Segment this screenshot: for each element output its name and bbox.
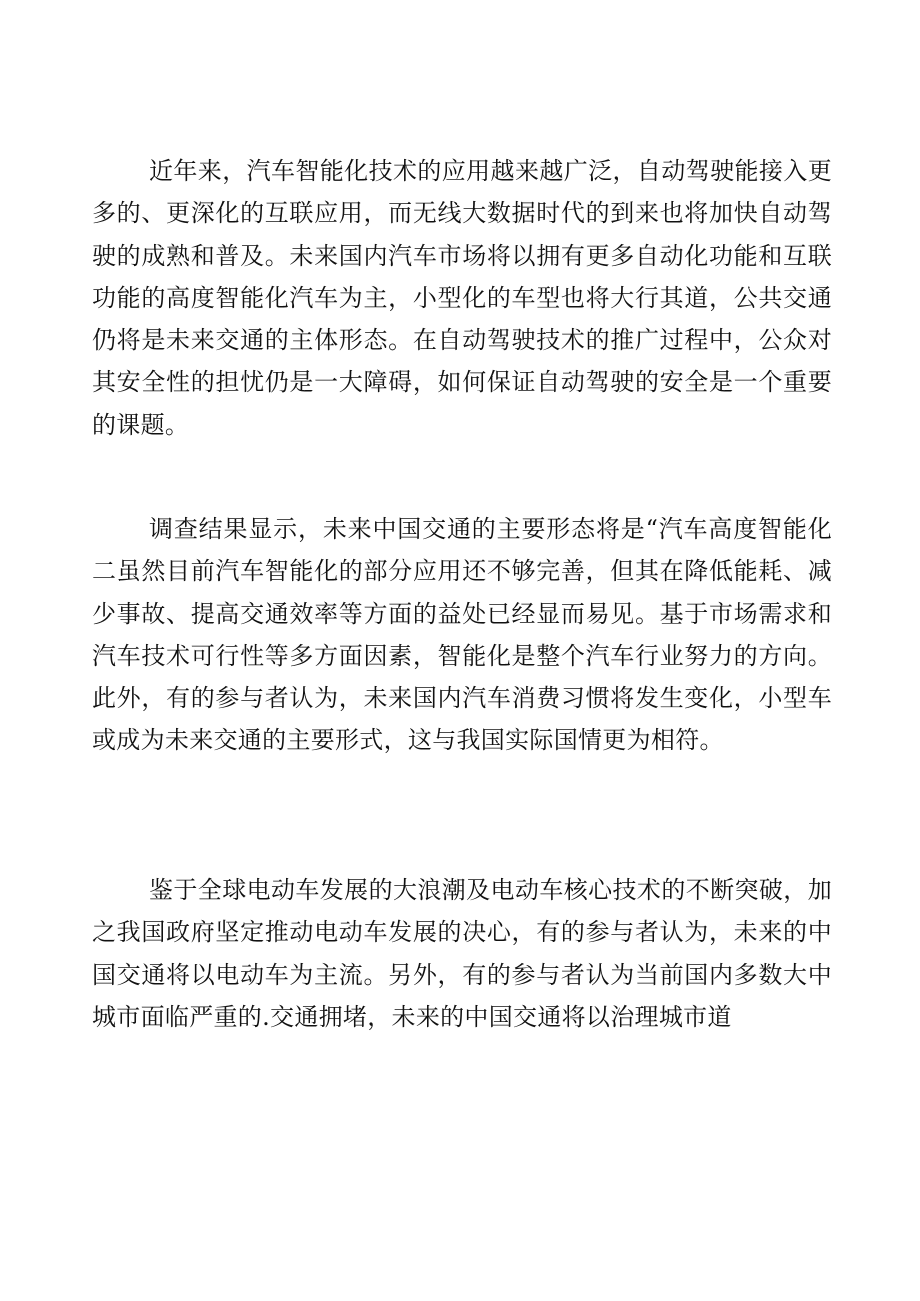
paragraph-3: 鉴于全球电动车发展的大浪潮及电动车核心技术的不断突破，加之我国政府坚定推动电动车发展的决心，有的参与者认为，未来的中国交通将以电动车为主流。另外，有的参与者认为当前国内多数大中城市面临严重的.交通拥堵，未来的中国交通将以治理城市道: [92, 876, 832, 1031]
paragraph-2: 调查结果显示，未来中国交通的主要形态将是“汽车高度智能化二虽然目前汽车智能化的部分应用还不够完善，但其在降低能耗、减少事故、提高交通效率等方面的益处已经显而易见。基于市场需求和汽车技术可行性等多方面因素，智能化是整个汽车行业努力的方向。此外，有的参与者认为，未来国内汽车消费习惯将发生变化，小型车或成为未来交通的主要形式，这与我国实际国情更为相符。: [92, 515, 832, 755]
paragraph-1: 近年来，汽车智能化技术的应用越来越广泛，自动驾驶能接入更多的、更深化的互联应用，而无线大数据时代的到来也将加快自动驾驶的成熟和普及。未来国内汽车市场将以拥有更多自动化功能和互联功能的高度智能化汽车为主，小型化的车型也将大行其道，公共交通仍将是未来交通的主体形态。在自动驾驶技术的推广过程中，公众对其安全性的担忧仍是一大障碍，如何保证自动驾驶的安全是一个重要的课题。: [92, 157, 832, 439]
